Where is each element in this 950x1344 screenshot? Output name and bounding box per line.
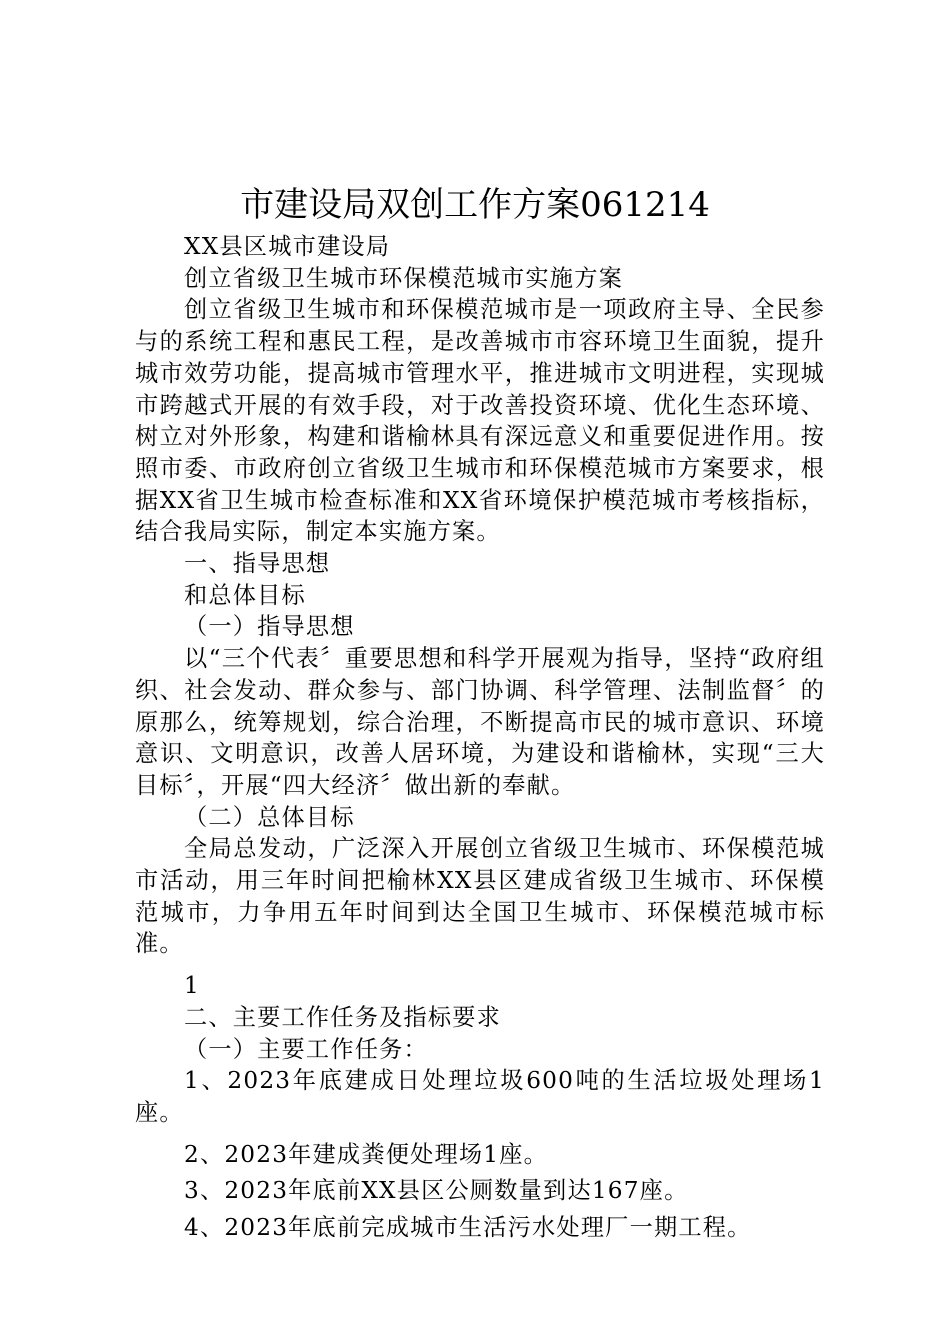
task-item-3: 3、2023年底前XX县区公厕数量到达167座。 (184, 1177, 689, 1205)
paragraph-overall-goal: 全局总发动，广泛深入开展创立省级卫生城市、环保模范城市活动，用三年时间把榆林XX县区建成省级卫生城市、环保模范城市，力争用五年时间到达全国卫生城市、环保模范城市标准。 (135, 835, 825, 958)
task-item-1: 1、2023年底建成日处理垃圾600吨的生活垃圾处理场1座。 (135, 1067, 825, 1126)
heading-guiding-ideology: （一）指导思想 (184, 613, 355, 641)
heading-section-1: 一、指导思想 (184, 550, 331, 578)
paragraph-guiding-ideology: 以“三个代表〞重要思想和科学开展观为指导，坚持“政府组织、社会发动、群众参与、部门协调、科学管理、法制监督〞的原那么，统筹规划，综合治理，不断提高市民的城市意识、环境意识、文明意识，改善人居环境，为建设和谐榆林，实现“三大目标〞，开展“四大经济〞做出新的奉献。 (135, 645, 825, 799)
task-item-2: 2、2023年建成粪便处理场1座。 (184, 1140, 548, 1168)
paragraph-intro: 创立省级卫生城市和环保模范城市是一项政府主导、全民参与的系统工程和惠民工程，是改善城市市容环境卫生面貌，提升城市效劳功能，提高城市管理水平，推进城市文明进程，实现城市跨越式开展的有效手段，对于改善投资环境、优化生态环境、树立对外形象，构建和谐榆林具有深远意义和重要促进作用。按照市委、市政府创立省级卫生城市和环保模范城市方案要求，根据XX省卫生城市检查标准和XX省环境保护模范城市考核指标，结合我局实际，制定本实施方案。 (135, 296, 825, 546)
document-title: 市建设局双创工作方案061214 (240, 185, 710, 225)
paragraph-plan-title: 创立省级卫生城市环保模范城市实施方案 (184, 264, 623, 292)
heading-section-2: 二、主要工作任务及指标要求 (184, 1003, 502, 1031)
task-item-4: 4、2023年底前完成城市生活污水处理厂一期工程。 (184, 1214, 752, 1242)
paragraph-org-name: XX县区城市建设局 (184, 233, 391, 260)
heading-section-1-cont: 和总体目标 (184, 581, 306, 609)
document-body (135, 231, 825, 1244)
page-number: 1 (184, 972, 200, 1000)
heading-overall-goal: （二）总体目标 (184, 803, 355, 831)
heading-main-tasks: （一）主要工作任务： (184, 1035, 428, 1063)
